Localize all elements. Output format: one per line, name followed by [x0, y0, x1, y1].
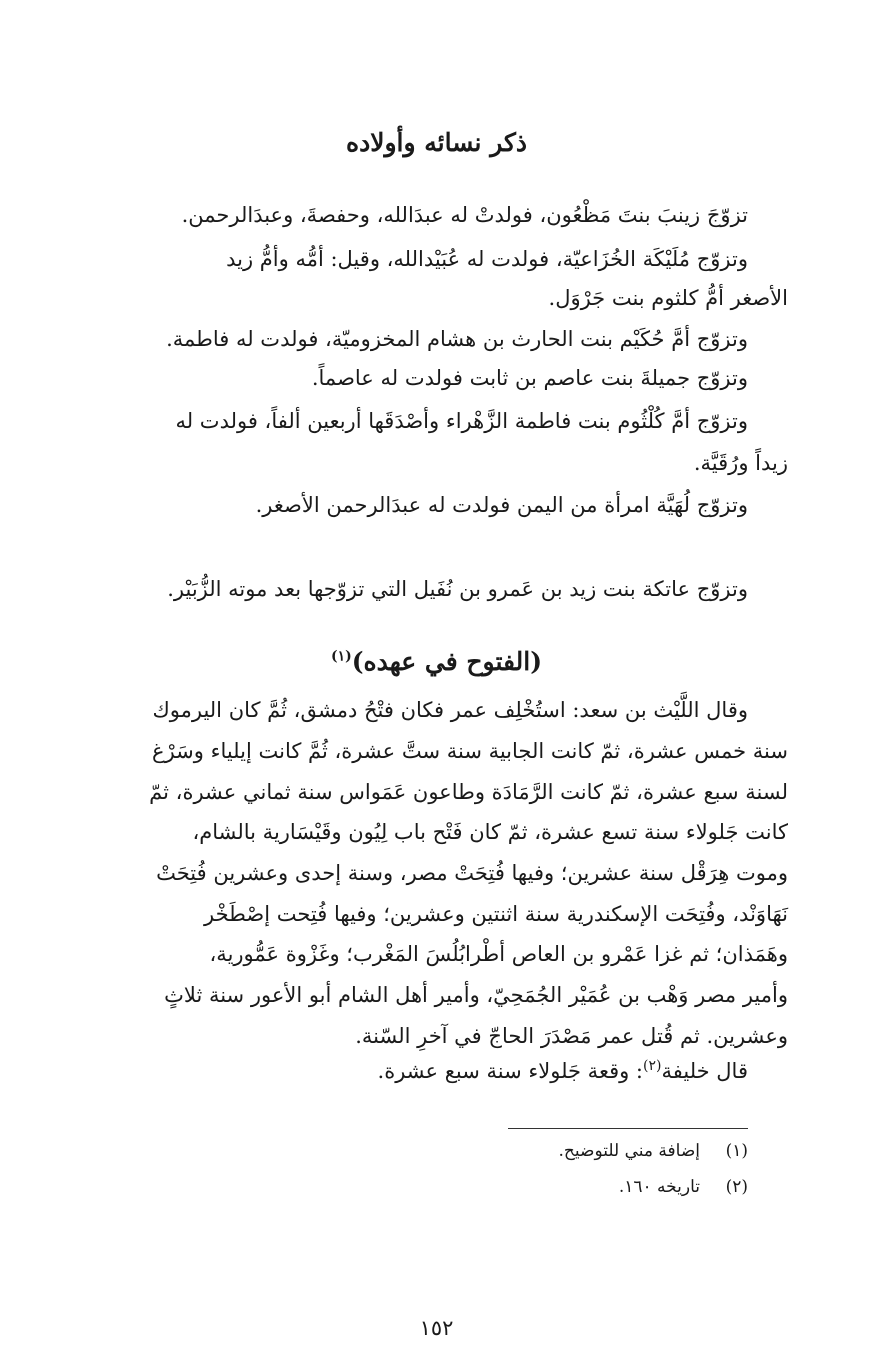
text-line: سنة خمس عشرة، ثمّ كانت الجابية سنة ستَّ عشرة، ثُمَّ كانت إيلياء وسَرْغ — [152, 739, 788, 763]
text-line: الأصغر أمُّ كلثوم بنت جَرْوَل. — [548, 286, 788, 310]
footnote-number: (١) — [725, 1141, 748, 1161]
footnote-ref-1: (١) — [330, 648, 352, 665]
footnote-text: إضافة مني للتوضيح. — [558, 1141, 700, 1161]
heading-conquests — [0, 647, 873, 677]
text-line: زيداً ورُقَيَّة. — [693, 451, 788, 475]
text-line: كانت جَلولاء سنة تسع عشرة، ثمّ كان فَتْح باب لِيُون وقَيْسَارية بالشام، — [192, 820, 788, 844]
text-line: نَهَاوَنْد، وفُتِحَت الإسكندرية سنة اثنتين وعشرين؛ وفيها فُتِحت إصْطَخْر — [204, 902, 788, 926]
text-line: وتزوّج عاتكة بنت زيد بن عَمرو بن نُفَيل التي تزوّجها بعد موته الزُّبَيْر. — [167, 577, 748, 601]
footnote-divider — [508, 1128, 748, 1129]
footnote-number: (٢) — [725, 1177, 748, 1197]
text-line: وعشرين. ثم قُتل عمر مَصْدَرَ الحاجّ في آخرِ السّنة. — [355, 1024, 788, 1048]
text-line: لسنة سبع عشرة، ثمّ كانت الرَّمَادَة وطاعون عَمَواس سنة ثماني عشرة، ثمّ — [149, 780, 788, 804]
khalifa-line — [378, 1059, 748, 1084]
text-line: وتزوّج جميلةَ بنت عاصم بن ثابت فولدت له عاصماً. — [311, 366, 748, 390]
khalifa-text-rest: : وقعة جَلولاء سنة سبع عشرة. — [377, 1059, 643, 1083]
text-line: وقال اللَّيْث بن سعد: استُخْلِف عمر فكان فتْحُ دمشق، ثُمَّ كان اليرموك — [152, 698, 748, 722]
khalifa-text: قال خليفة — [661, 1059, 748, 1083]
heading-conquests-text: (الفتوح في عهده) — [351, 647, 543, 676]
footnote-2 — [619, 1177, 748, 1197]
text-line: تزوّجَ زينبَ بنتَ مَظْعُون، فولدتْ له عبدَالله، وحفصةَ، وعبدَالرحمن. — [181, 203, 748, 227]
heading-wives-children: ذكر نسائه وأولاده — [345, 128, 528, 157]
text-line: وهَمَذان؛ ثم غزا عَمْرو بن العاص أطْرابُلُسَ المَغْرب؛ وغَزْوة عَمُّورية، — [209, 942, 788, 966]
text-line: وتزوّج لُهَيَّة امرأة من اليمن فولدت له عبدَالرحمن الأصغر. — [255, 493, 748, 517]
footnote-text: تاريخه ١٦٠. — [618, 1177, 700, 1197]
text-line: وتزوّج أمَّ حُكَيْم بنت الحارث بن هشام المخزوميّة، فولدت له فاطمة. — [166, 327, 748, 351]
page-number: ١٥٢ — [419, 1316, 454, 1340]
text-line: وتزوّج مُلَيْكَة الخُزَاعيّة، فولدت له عُبَيْدالله، وقيل: أمُّه وأمُّ زيد — [226, 247, 748, 271]
text-line: وموت هِرَقْل سنة عشرين؛ وفيها فُتِحَتْ مصر، وسنة إحدى وعشرين فُتِحَتْ — [156, 861, 788, 885]
text-line: وتزوّج أمَّ كُلْثُوم بنت فاطمة الزَّهْراء وأصْدَقَها أربعين ألفاً، فولدت له — [175, 409, 748, 433]
text-line: وأمير مصر وَهْب بن عُمَيْر الجُمَحِيّ، وأمير أهل الشام أبو الأعور سنة ثلاثٍ — [164, 983, 788, 1007]
footnote-ref-2: (٢) — [643, 1058, 662, 1074]
footnote-1 — [559, 1141, 748, 1161]
